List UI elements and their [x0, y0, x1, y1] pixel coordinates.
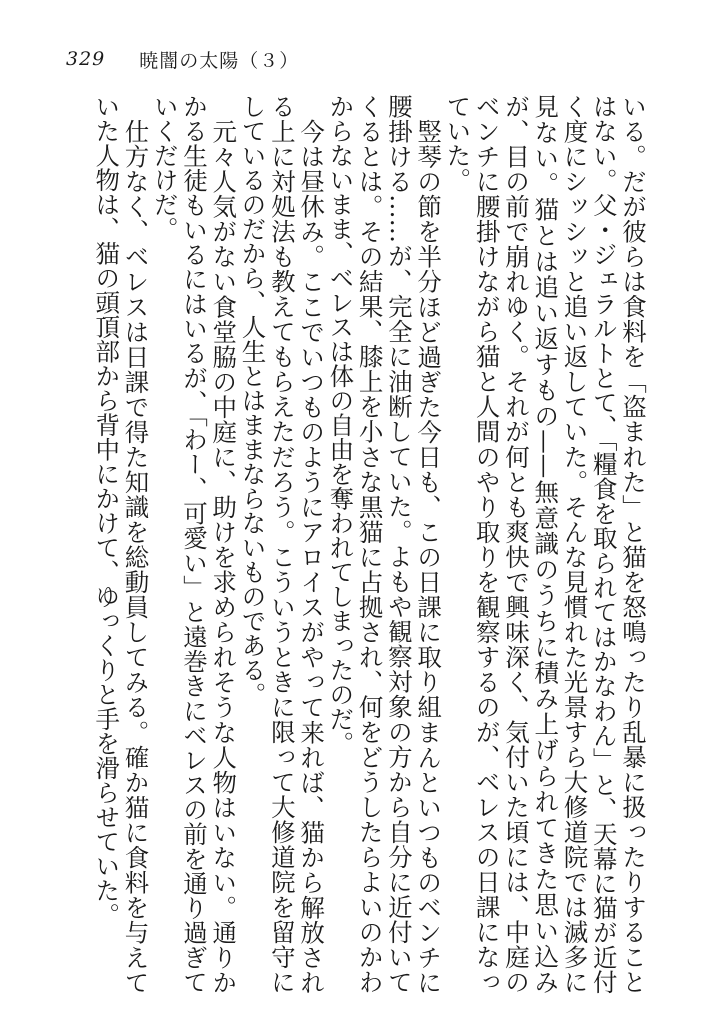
- chapter-title: 暁闇の太陽（３）: [139, 49, 300, 72]
- paragraph: 元々人気がない食堂脇の中庭に、助けを求められそうな人物はいない。通りかかる生徒もいるにはいるが、「わー、可愛い」と遠巻きにベレスの前を通り過ぎていくだけだ。: [150, 94, 239, 994]
- paragraph: 仕方なく、ベレスは日課で得た知識を総動員してみる。確か猫に食料を与えていた人物は、猫の頭頂部から背中にかけて、ゆっくりと手を滑らせていた。: [92, 94, 151, 994]
- paragraph: 竪琴の節を半分ほど過ぎた今日も、この日課に取り組まんといつものベンチに腰掛ける……が、完全に油断していた。よもや観察対象の方から自分に近付いてくるとは。その結果、膝上を小さな黒猫に占拠され、何をどうしたらよいのかわからないまま、ベレスは体の自由を奪われてしまったのだ。: [326, 94, 444, 994]
- body-text: [68, 94, 648, 994]
- page-header: [66, 44, 299, 74]
- page-number: 329: [66, 48, 106, 70]
- paragraph: いる。だが彼らは食料を「盗まれた」と猫を怒鳴ったり乱暴に扱ったりすることはない。父・ジェラルトとて、「糧食を取られてはかなわん」と、天幕に猫が近付く度にシッシッと追い返していた。そんな見慣れた光景すら大修道院では滅多に見ない。猫とは追い返すもの——無意識のうちに積み上げられてきた思い込みが、目の前で崩れゆく。それが何とも爽快で興味深く、気付いた頃には、中庭のベンチに腰掛けながら猫と人間のやり取りを観察するのが、ベレスの日課になっていた。: [443, 94, 648, 994]
- paragraph: 今は昼休み。ここでいつものようにアロイスがやって来れば、猫から解放される上に対処法も教えてもらえただろう。こういうときに限って大修道院を留守にしているのだから、人生とはままならないものである。: [238, 94, 327, 994]
